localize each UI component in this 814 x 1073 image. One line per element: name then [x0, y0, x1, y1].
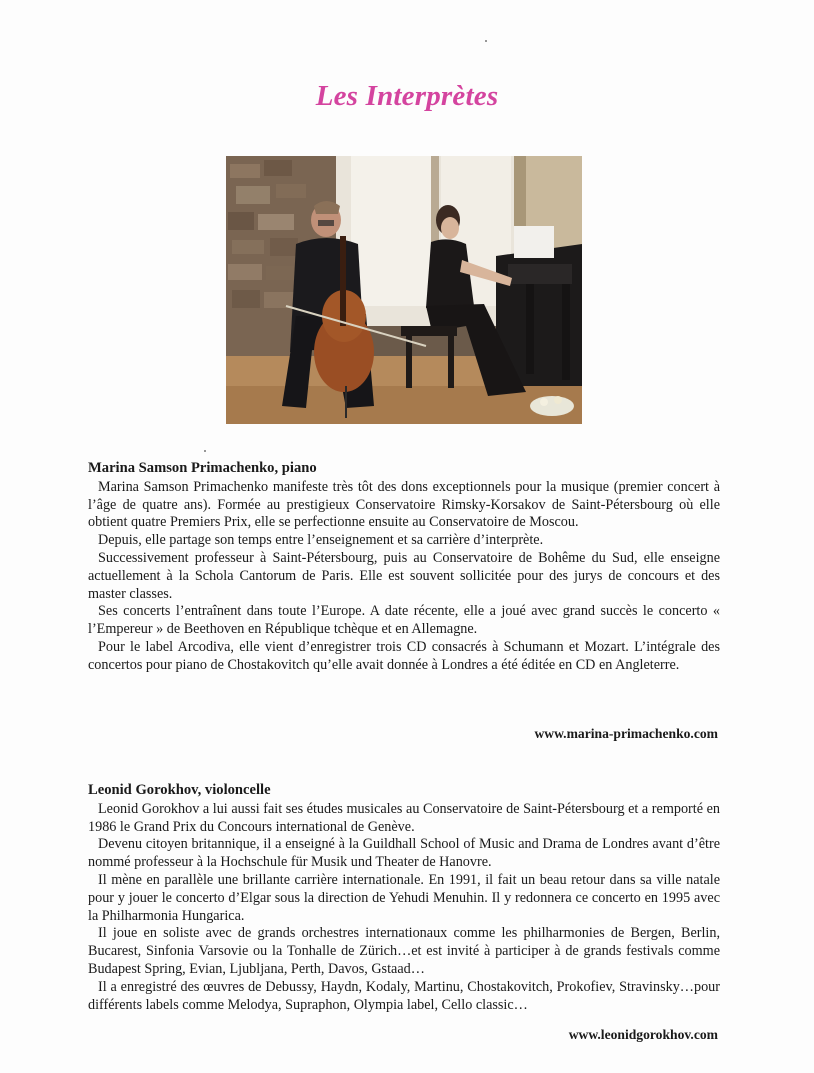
bio-paragraph: Il joue en soliste avec de grands orchestres internationaux comme les philharmonies de Bergen, Berlin, Bucarest, Sinfonia Varsovie ou la Tonhalle de Zürich…et est invité à participer à de grands festivals comme Budapest Spring, Evian, Ljubljana, Perth, Davos, Gstaad… [88, 925, 720, 977]
bio-paragraph: Leonid Gorokhov a lui aussi fait ses études musicales au Conservatoire de Saint-Pétersbourg et a remporté en 1986 le Grand Prix du Concours international de Genève. [88, 800, 720, 835]
performer-heading: Leonid Gorokhov, violoncelle [88, 782, 271, 798]
bio-paragraph: Il mène en parallèle une brillante carrière internationale. En 1991, il fait un beau retour dans sa ville natale pour y jouer le concerto d’Elgar sous la direction de Yehudi Menuhin. Il y redonnera ce concerto en 1995 avec la Philharmonia Hungarica. [88, 871, 720, 924]
concert-photo [226, 156, 582, 424]
bio-paragraph: Ses concerts l’entraînent dans toute l’Europe. A date récente, elle a joué avec grand succès le concerto « l’Empereur » de Beethoven en République tchèque et en Allemagne. [88, 603, 720, 638]
bio-paragraph: Devenu citoyen britannique, il a enseigné à la Guildhall School of Music and Drama de Londres avant d’être nommé professeur à la Hochschule für Musik und Theater de Hanovre. [88, 836, 720, 871]
scan-speck [204, 450, 206, 452]
bio-paragraph: Pour le label Arcodiva, elle vient d’enregistrer trois CD consacrés à Schumann et Mozart. L’intégrale des concertos pour piano de Chostakovitch qu’elle avait donnée à Londres a été éditée en CD en Angleterre. [88, 638, 720, 673]
website-link[interactable]: www.leonidgorokhov.com [568, 1027, 718, 1042]
bio-paragraph: Depuis, elle partage son temps entre l’enseignement et sa carrière d’interprète. [98, 532, 544, 549]
bio-paragraph: Marina Samson Primachenko manifeste très tôt des dons exceptionnels pour la musique (premier concert à l’âge de quatre ans). Formée au prestigieux Conservatoire Rimsky-Korsakov de Saint-Pétersbourg où elle obtient quatre Premiers Prix, elle se perfectionne ensuite au Conservatoire de Moscou. [88, 478, 720, 531]
bio-paragraph: Successivement professeur à Saint-Pétersbourg, puis au Conservatoire de Bohême du Sud, elle enseigne actuellement à la Schola Cantorum de Paris. Elle est souvent sollicitée pour des jurys de concours et des master classes. [88, 549, 720, 602]
bio-paragraph: Il a enregistré des œuvres de Debussy, Haydn, Kodaly, Martinu, Chostakovitch, Prokofiev, Stravinsky…pour différents labels comme Melodya, Supraphon, Olympia label, Cello classic… [88, 978, 720, 1013]
scan-speck [485, 40, 487, 42]
performer-section-cello [88, 782, 720, 1014]
page-title: Les Interprètes [315, 80, 499, 112]
website-link[interactable]: www.marina-primachenko.com [534, 726, 718, 741]
performer-section-piano [88, 460, 720, 675]
performer-heading: Marina Samson Primachenko, piano [88, 460, 317, 476]
